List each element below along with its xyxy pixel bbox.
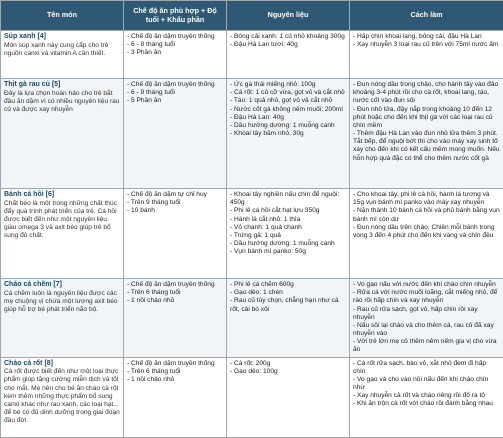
cell-ingredients <box>227 189 350 279</box>
ingredient-line: - Cà rốt: 200g <box>230 360 346 368</box>
diet-line: - 6 - 9 tháng tuổi <box>127 89 223 97</box>
diet-line: - Trên 6 tháng tuổi <box>127 368 223 376</box>
cell-ingredients <box>227 279 350 358</box>
cell-dish <box>1 31 124 79</box>
diet-line: - 3 Phần ăn <box>127 49 223 57</box>
ingredient-line: - Vụn bánh mì panko: 50g <box>230 248 346 256</box>
dish-name: Cháo cà rốt [8] <box>4 360 120 369</box>
dish-description: Đây là lựa chọn hoàn hảo cho trẻ bắt đầu ăn dặm vì có nhiều nguyên liệu rau củ và được xay nhuyễn <box>4 90 120 115</box>
ingredient-line: - Phi lê cá hồi cắt hạt lựu 350g <box>230 207 346 215</box>
diet-line: - 10 bánh <box>127 207 223 215</box>
ingredient-line: - Vỏ chanh: 1 quả chanh <box>230 224 346 232</box>
method-step: - Đun nhỏ lửa, đậy nắp trong khoảng 10 đến 12 phút hoặc cho đến khi thịt gà với các loại rau củ chín mềm <box>353 106 500 131</box>
ingredient-line: - Rau củ tùy chọn, chẳng hạn như cà rốt, cải bó xôi <box>230 297 346 313</box>
cell-ingredients <box>227 357 350 437</box>
cell-diet <box>124 31 227 79</box>
ingredient-line: - Bông cải xanh: 1 củ nhỏ khoảng 300g <box>230 33 346 41</box>
method-step: - Vo gạo nấu với nước đến khi cháo chín nhuyễn <box>353 281 500 289</box>
cell-diet <box>124 79 227 189</box>
ingredient-line: - Táo: 1 quả nhỏ, gọt vỏ và cắt nhỏ <box>230 97 346 105</box>
method-step: - Đun nóng dầu trong chảo, cho hành tây vào đảo khoảng 3-4 phút rồi cho cà rốt, khoai lang, táo, nước cốt vào đun sôi <box>353 81 500 106</box>
diet-line: - 1 nồi cháo nhỏ <box>127 297 223 305</box>
header-method: Cách làm <box>350 1 503 31</box>
diet-line: - Chế độ ăn dặm tự chỉ huy <box>127 191 223 199</box>
method-step: - Vo gạo và cho vào nồi nấu đến khi cháo chín nhừ <box>353 376 500 392</box>
ingredient-line: - Đậu Hà Lan: 40g <box>230 114 346 122</box>
cell-dish <box>1 79 124 189</box>
diet-line: - 5 Phần ăn <box>127 97 223 105</box>
dish-name: Cháo cá chẽm [7] <box>4 281 120 290</box>
ingredient-line: - Khoai tây nghiền nấu chín để nguội: 450g <box>230 191 346 207</box>
cell-method <box>350 357 503 437</box>
method-step: - Với trẻ lớn mẹ có thêm nêm nếm gia vị cho vừa ăn <box>353 338 500 354</box>
dish-description: Chất béo là một trong những chất thúc đẩy quá trình phát triển của trẻ. Cá hồi được biết đến như một nguyên liệu giàu omega 3 và axit béo giúp trẻ bổ sung đủ chất. <box>4 200 120 241</box>
header-diet-age-portion: Chế độ ăn phù hợp + Độ tuổi + Khẩu phần <box>124 1 227 31</box>
cell-diet <box>124 357 227 437</box>
method-step: - Xay nhuyễn 3 loại rau củ trên với 75ml nước ấm <box>353 41 500 49</box>
ingredient-line: - Đậu Hà Lan tươi: 40g <box>230 41 346 49</box>
method-step: - Rửa cá với nước muối loãng, cắt miếng nhỏ, để ráo rồi hấp chín và xay nhuyễn <box>353 289 500 305</box>
ingredient-line: - Phi lê cá chẽm 600g <box>230 281 346 289</box>
ingredient-line: - Trứng gà: 1 quả <box>230 232 346 240</box>
cell-dish <box>1 189 124 279</box>
header-dish-name: Tên món <box>1 1 124 31</box>
cell-method <box>350 279 503 358</box>
method-step: - Hấp chín khoai lang, bông cải, đậu Hà Lan <box>353 33 500 41</box>
ingredient-line: - Ức gà thái miếng nhỏ: 100g <box>230 81 346 89</box>
method-step: - Đun nóng dầu trên chảo. Chiên mỗi bánh trong vòng 3 đến 4 phút cho đến khi vàng và chín đều <box>353 224 500 240</box>
diet-line: - Trên 6 tháng tuổi <box>127 289 223 297</box>
method-step: - Cho khoai tây, phi lê cá hồi, hành lá tương và 15g vụn bánh mì panko vào máy xay nhuyễn <box>353 191 500 207</box>
method-step: - Xay nhuyễn cà rốt và cháo riêng rồi đổ ra tô <box>353 392 500 400</box>
ingredient-line: - Dầu hướng dương: 1 muỗng canh <box>230 240 346 248</box>
diet-line: - 6 - 8 tháng tuổi <box>127 41 223 49</box>
diet-line: - Chế độ ăn dặm truyền thống <box>127 33 223 41</box>
method-step: - Cà rốt rửa sạch, bào vỏ, xắt nhỏ đem đi hấp chín <box>353 360 500 376</box>
cell-diet <box>124 189 227 279</box>
cell-dish <box>1 357 124 437</box>
dish-name: Thịt gà rau củ [5] <box>4 81 120 90</box>
diet-line: - Chế độ ăn dặm truyền thống <box>127 360 223 368</box>
table-header-row <box>1 1 503 31</box>
method-step: - Nấu sôi lại cháo và cho thêm cá, rau củ đã xay nhuyễn vào <box>353 322 500 338</box>
cell-diet <box>124 279 227 358</box>
ingredient-line: - Gạo dẻo: 100g <box>230 368 346 376</box>
cell-method <box>350 189 503 279</box>
ingredient-line: - Nước cốt gà không nêm muối: 200ml <box>230 106 346 114</box>
table-row <box>1 189 503 279</box>
cell-ingredients <box>227 79 350 189</box>
dish-description: Cá chẽm luôn là nguyên liệu được các mẹ chuộng vì chứa một lượng axit béo giúp hỗ trợ bé phát triển não bộ. <box>4 290 120 315</box>
table-row <box>1 279 503 358</box>
cell-method <box>350 79 503 189</box>
dish-description: Cà rốt được biết đến như một loại thực phẩm giúp tăng cường miễn dịch và tốt cho mắt. Mẹ nên cho bé ăn cháo cà rốt kèm thêm những thực phẩm bổ sung canxi khác như rau xanh, các loại hạt... để bé có đủ dinh dưỡng trong giai đoạn đầu đời. <box>4 368 120 425</box>
diet-line: - Chế độ ăn dặm truyền thống <box>127 281 223 289</box>
table-row <box>1 79 503 189</box>
table-row <box>1 31 503 79</box>
cell-dish <box>1 279 124 358</box>
ingredient-line: - Hành lá cắt nhỏ: 1 thìa <box>230 216 346 224</box>
dish-description: Món súp xanh này cung cấp cho trẻ nguồn canxi và vitamin A cần thiết. <box>4 42 120 58</box>
method-step: - Nặn thành 10 bánh cá hồi và phủ bánh bằng vụn bánh mì còn dư <box>353 207 500 223</box>
method-step: - Rau củ rửa sạch, gọt vỏ, hấp chín rồi xay nhuyễn <box>353 306 500 322</box>
dish-name: Súp xanh [4] <box>4 33 120 42</box>
diet-line: - 1 nồi cháo nhỏ <box>127 376 223 384</box>
ingredient-line: - Cà rốt: 1 củ cỡ vừa, gọt vỏ và cắt nhỏ <box>230 89 346 97</box>
method-step: - Thêm đậu Hà Lan vào đun nhỏ lửa thêm 3 phút. Tắt bếp, để nguội bớt thì cho vào máy xay sinh tố xay cho đến khi có kết cấu mềm mong muốn. Nếu hỗn hợp quá đặc có thể cho thêm nước cốt gà <box>353 130 500 163</box>
cell-method <box>350 31 503 79</box>
diet-line: - Chế độ ăn dặm truyền thống <box>127 81 223 89</box>
ingredient-line: - Khoai tây băm nhỏ: 30g <box>230 130 346 138</box>
table-row <box>1 357 503 437</box>
header-ingredients: Nguyên liệu <box>227 1 350 31</box>
ingredient-line: - Gạo dẻo: 1 chén <box>230 289 346 297</box>
ingredient-line: - Dầu hướng dương: 1 muỗng canh <box>230 122 346 130</box>
diet-line: - Trên 9 tháng tuổi <box>127 199 223 207</box>
dish-name: Bánh cá hồi [6] <box>4 191 120 200</box>
method-step: - Khi ăn trộn cà rốt với cháo rồi đánh bằng nhau <box>353 400 500 408</box>
cell-ingredients <box>227 31 350 79</box>
